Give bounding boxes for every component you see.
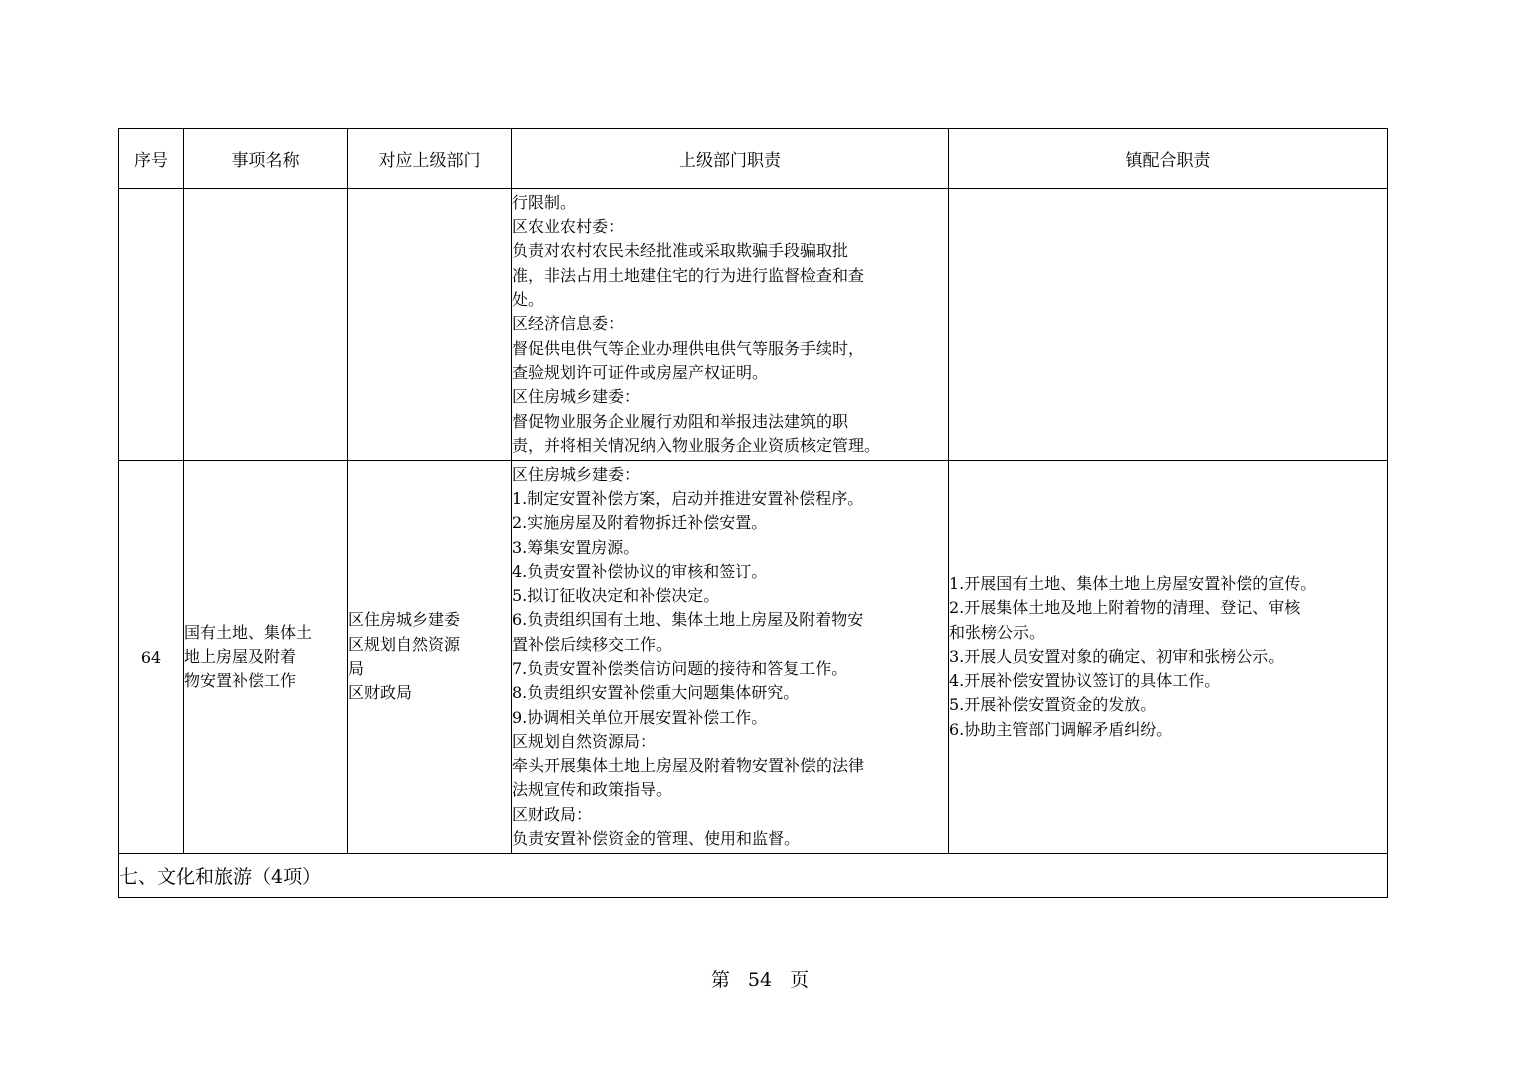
section-title: 七、文化和旅游（4项）	[119, 854, 1388, 898]
header-item-name: 事项名称	[184, 129, 348, 189]
cell-empty-town	[949, 189, 1388, 461]
cell-superior-duty: 区住房城乡建委： 1.制定安置补偿方案，启动并推进安置补偿程序。 2.实施房屋及附着物拆迁补偿安置。 3.筹集安置房源。 4.负责安置补偿协议的审核和签订。 5.拟订征收决定和补偿决定。 6.负责组织国有土地、集体土地上房屋及附着物安 置补偿后续移交工作。 7.负责安置补偿类信访问题的接待和答复工作。 8.负责组织安置补偿重大问题集体研究。 9.协调相关单位开展安置补偿工作。 区规划自然资源局： 牵头开展集体土地上房屋及附着物安置补偿的法律 法规宣传和政策指导。 区财政局： 负责安置补偿资金的管理、使用和监督。	[512, 461, 949, 854]
cell-number: 64	[119, 461, 184, 854]
page-footer	[0, 965, 1520, 992]
cell-empty-dept	[348, 189, 512, 461]
cell-town-duty: 1.开展国有土地、集体土地上房屋安置补偿的宣传。 2.开展集体土地及地上附着物的清理、登记、审核 和张榜公示。 3.开展人员安置对象的确定、初审和张榜公示。 4.开展补偿安置协议签订的具体工作。 5.开展补偿安置资金的发放。 6.协助主管部门调解矛盾纠纷。	[949, 461, 1388, 854]
header-superior-duty: 上级部门职责	[512, 129, 949, 189]
responsibility-table	[118, 128, 1388, 898]
cell-empty-name	[184, 189, 348, 461]
cell-continued-duty: 行限制。 区农业农村委： 负责对农村农民未经批准或采取欺骗手段骗取批 准，非法占用土地建住宅的行为进行监督检查和查 处。 区经济信息委： 督促供电供气等企业办理供电供气等服务手续时， 查验规划许可证件或房屋产权证明。 区住房城乡建委： 督促物业服务企业履行劝阻和举报违法建筑的职 责，并将相关情况纳入物业服务企业资质核定管理。	[512, 189, 949, 461]
header-town-duty: 镇配合职责	[949, 129, 1388, 189]
page-number: 54	[747, 969, 773, 991]
header-superior-dept: 对应上级部门	[348, 129, 512, 189]
table-row-64	[119, 461, 1388, 854]
cell-superior-dept: 区住房城乡建委 区规划自然资源 局 区财政局	[348, 461, 512, 854]
cell-item-name: 国有土地、集体土 地上房屋及附着 物安置补偿工作	[184, 461, 348, 854]
cell-empty-number	[119, 189, 184, 461]
section-row	[119, 854, 1388, 898]
table-row-continued	[119, 189, 1388, 461]
header-number: 序号	[119, 129, 184, 189]
table-header-row	[119, 129, 1388, 189]
page-suffix: 页	[790, 969, 810, 991]
page-prefix: 第	[710, 969, 730, 991]
